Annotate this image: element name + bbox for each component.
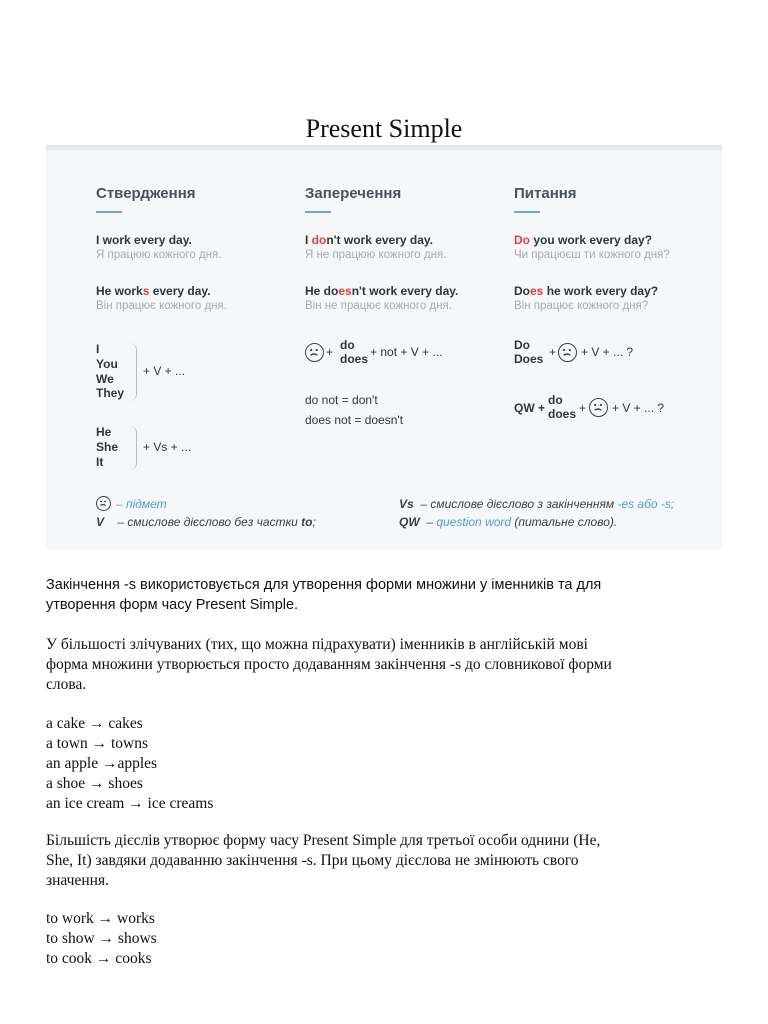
contraction-dont: do not = don't [305,393,378,407]
pronoun-she: She [96,440,119,454]
list-item: a town → towns [46,735,149,752]
negative-underline [305,211,331,213]
list-item: a cake → cakes [46,715,143,732]
question-translation-1: Чи працюєш ти кожного дня? [514,249,670,261]
plus-sign: + [579,401,587,415]
paragraph-2: У більшості злічуваних (тих, що можна підрахувати) іменників в англійській мові форма множини утворюється просто додаванням закінчення -s до словникової форми слова. [46,636,612,693]
question-formula-2: + V + ... ? [612,401,665,415]
negative-heading: Заперечення [305,185,402,202]
affirmative-heading: Ствердження [96,185,196,202]
question-example-1: Do you work every day? [514,233,653,247]
list-item: to work → works [46,910,155,927]
question-heading: Питання [514,185,577,202]
list-item: a shoe → shoes [46,775,143,792]
contraction-doesnt: does not = doesn't [305,413,404,427]
list-item: an apple →apples [46,755,158,772]
pronoun-i: I [96,342,100,356]
negative-translation-1: Я не працюю кожного дня. [305,249,447,261]
affirmative-underline [96,211,122,213]
ending-highlight: s [142,284,150,298]
pronoun-you: You [96,357,118,371]
formula-singular: + Vs + ... [143,440,192,454]
pronoun-we: We [96,372,114,386]
question-translation-2: Він працює кожного дня? [514,300,649,312]
plus-sign: + [326,345,334,359]
noun-examples [46,714,726,814]
affirmative-example-1: I work every day. [96,233,192,247]
negative-translation-2: Він не працює кожного дня. [305,300,452,312]
subject-face-icon [305,343,324,362]
list-item: an ice cream → ice creams [46,795,214,812]
present-simple-table [46,145,722,550]
aux-do: do [548,393,563,407]
list-item: to cook → cooks [46,950,152,967]
negative-formula: + not + V + ... [370,345,443,359]
affirmative-example-2: He works every day. [96,284,211,298]
paragraph-3: Більшість дієслів утворює форму часу Present Simple для третьої особи однини (He, She, It) завдяки додаванню закінчення -s. При цьому дієслова не змінюють свого значення. [46,832,601,889]
legend-face-icon [96,496,111,511]
pronoun-it: It [96,455,104,469]
plus-sign: + [549,345,557,359]
paragraph-1: Закінчення -s використовується для утворення форми множини у іменників та для утворення форм часу Present Simple. [46,577,602,613]
legend-v: V – смислове дієслово без частки to; [96,515,316,529]
legend-subject: – підмет [116,497,167,511]
question-example-2: Does he work every day? [514,284,659,298]
aux-does: does [340,352,369,366]
brace-1 [130,343,137,401]
brace-2 [130,426,137,470]
list-item: to show → shows [46,930,157,947]
question-underline [514,211,540,213]
negative-example-1: I don't work every day. [305,233,434,247]
verb-examples [46,909,726,969]
question-word: QW + [514,401,546,415]
legend-vs: Vs – смислове дієслово з закінченням -es або -s; [399,497,675,511]
aux-do-capital: Do [514,338,530,352]
affirmative-translation-2: Він працює кожного дня. [96,300,227,312]
aux-does: does [548,407,577,421]
subject-face-icon [558,343,577,362]
subject-face-icon [589,398,608,417]
legend-qw: QW – question word (питальне слово). [399,515,618,529]
page-title: Present Simple [305,114,463,143]
question-formula-1: + V + ... ? [581,345,634,359]
pronoun-he: He [96,425,112,439]
negative-example-2: He doesn't work every day. [305,284,459,298]
affirmative-translation-1: Я працюю кожного дня. [96,249,222,261]
aux-does-capital: Does [514,352,544,366]
pronoun-they: They [96,386,125,400]
formula-plural: + V + ... [143,364,186,378]
aux-do: do [340,338,355,352]
top-divider [46,145,722,150]
